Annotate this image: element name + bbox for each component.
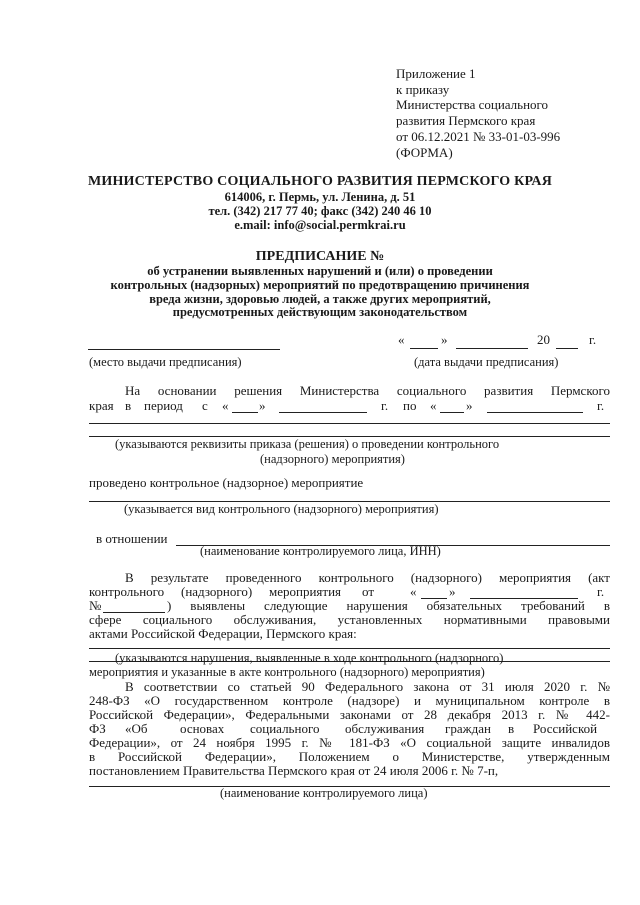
- org-address: 614006, г. Пермь, ул. Ленина, д. 51: [224, 190, 416, 204]
- date-quote-close: »: [441, 332, 448, 347]
- law-word: «Об: [125, 721, 148, 736]
- basis-word: по: [403, 398, 417, 413]
- title-subline: об устранении выявленных нарушений и (или) о проведении: [147, 264, 493, 278]
- basis-quote: «: [222, 398, 229, 413]
- month-blank[interactable]: [456, 348, 528, 349]
- annex-line: Министерства социального: [396, 97, 549, 113]
- act-number-label: №: [89, 598, 102, 613]
- event-caption: (указывается вид контрольного (надзорного) мероприятия): [124, 502, 439, 516]
- violations-caption: мероприятия и указанные в акте контрольного (надзорного) мероприятия): [89, 665, 485, 679]
- basis-quote: »: [466, 398, 473, 413]
- from-day-blank[interactable]: [232, 412, 258, 413]
- order-caption: (указываются реквизиты приказа (решения) о проведении контрольного: [115, 437, 500, 451]
- document-title: ПРЕДПИСАНИЕ №: [255, 249, 385, 264]
- result-line: актами Российской Федерации, Пермского края:: [89, 626, 357, 641]
- year-prefix: 20: [537, 332, 550, 347]
- annex-line: Приложение 1: [396, 66, 476, 81]
- title-subline: вреда жизни, здоровью людей, а также других мероприятий,: [149, 292, 491, 306]
- result-quote: »: [449, 584, 456, 599]
- date-quote-open: «: [398, 332, 405, 347]
- title-subline: контрольных (надзорных) мероприятий по предотвращению причинения: [110, 278, 530, 292]
- law-line: постановлением Правительства Пермского края от 24 июля 2006 г. № 7-п,: [89, 763, 499, 778]
- law-word: Российской: [533, 721, 598, 736]
- annex-line: (ФОРМА): [396, 144, 453, 160]
- year-suffix: г.: [589, 332, 597, 347]
- org-phones: тел. (342) 217 77 40; факс (342) 240 46 10: [208, 204, 432, 218]
- from-month-blank[interactable]: [279, 412, 367, 413]
- basis-quote: «: [430, 398, 437, 413]
- result-word: г.: [597, 584, 605, 599]
- law-word: граждан: [445, 721, 491, 736]
- annex-line: к приказу: [396, 81, 450, 97]
- result-quote: «: [410, 584, 417, 599]
- date-caption: (дата выдачи предписания): [414, 355, 559, 369]
- result-text: В результате проведенного контрольного (надзорного) мероприятия (акт: [125, 570, 610, 585]
- result-word: от: [362, 584, 375, 599]
- result-word: контрольного: [89, 584, 165, 599]
- law-word: основах: [180, 721, 225, 736]
- basis-quote: »: [259, 398, 266, 413]
- org-name: МИНИСТЕРСТВО СОЦИАЛЬНОГО РАЗВИТИЯ ПЕРМСКОГО КРАЯ: [87, 174, 553, 189]
- basis-word: период: [144, 398, 183, 413]
- law-text: 248-ФЗ «О государственном контроле (надзоре) и муниципальном контроле в: [89, 693, 610, 708]
- basis-line: [125, 383, 610, 399]
- result-text: ) выявлены следующие нарушения обязательных требований в: [167, 598, 610, 613]
- law-word: социального: [250, 721, 320, 736]
- violations-blank[interactable]: [89, 648, 610, 649]
- event-line: проведено контрольное (надзорное) мероприятие: [89, 475, 364, 490]
- basis-word: с: [202, 398, 208, 413]
- org-email: e.mail: info@social.permkrai.ru: [234, 218, 406, 232]
- violations-caption: (указываются нарушения, выявленные в ходе контрольного (надзорного): [115, 651, 504, 665]
- to-month-blank[interactable]: [487, 412, 583, 413]
- order-blank[interactable]: [89, 423, 610, 424]
- law-text: В соответствии со статьей 90 Федерального закона от 31 июля 2020 г. №: [125, 679, 610, 694]
- result-word: мероприятия: [269, 584, 342, 599]
- controlled-person-caption: (наименование контролируемого лица): [220, 786, 428, 800]
- subject-caption: (наименование контролируемого лица, ИНН): [200, 544, 441, 558]
- result-text: сфере социального обслуживания, установленных нормативными правовыми: [89, 612, 610, 627]
- law-text: Федерации», от 24 ноября 1995 г. № 181-ФЗ «О социальной защите инвалидов: [89, 735, 610, 750]
- law-text: Российской Федерации», Федеральными законами от 28 декабря 2013 г. № 442-: [89, 707, 610, 722]
- basis-word: в: [125, 398, 132, 413]
- basis-text: На основании решения Министерства социального развития Пермского: [125, 383, 610, 398]
- title-subline: предусмотренных действующим законодательством: [172, 305, 468, 319]
- law-word: в: [508, 721, 515, 736]
- annex-line: от 06.12.2021 № 33-01-03-996: [396, 128, 561, 144]
- day-blank[interactable]: [410, 348, 438, 349]
- place-blank[interactable]: [88, 349, 280, 350]
- basis-word: края: [89, 398, 114, 413]
- order-caption: (надзорного) мероприятия): [260, 452, 405, 466]
- to-day-blank[interactable]: [440, 412, 464, 413]
- law-word: обслуживания: [345, 721, 425, 736]
- law-word: ФЗ: [89, 721, 106, 736]
- annex-block: [396, 66, 626, 160]
- annex-line: развития Пермского края: [396, 113, 536, 129]
- result-word: (надзорного): [181, 584, 253, 599]
- place-caption: (место выдачи предписания): [89, 355, 242, 369]
- law-text: в Российской Федерации», Положением о Министерстве, утвержденным: [89, 749, 610, 764]
- basis-word: г.: [597, 398, 605, 413]
- subject-label: в отношении: [96, 531, 168, 546]
- basis-word: г.: [381, 398, 389, 413]
- year-blank[interactable]: [556, 348, 578, 349]
